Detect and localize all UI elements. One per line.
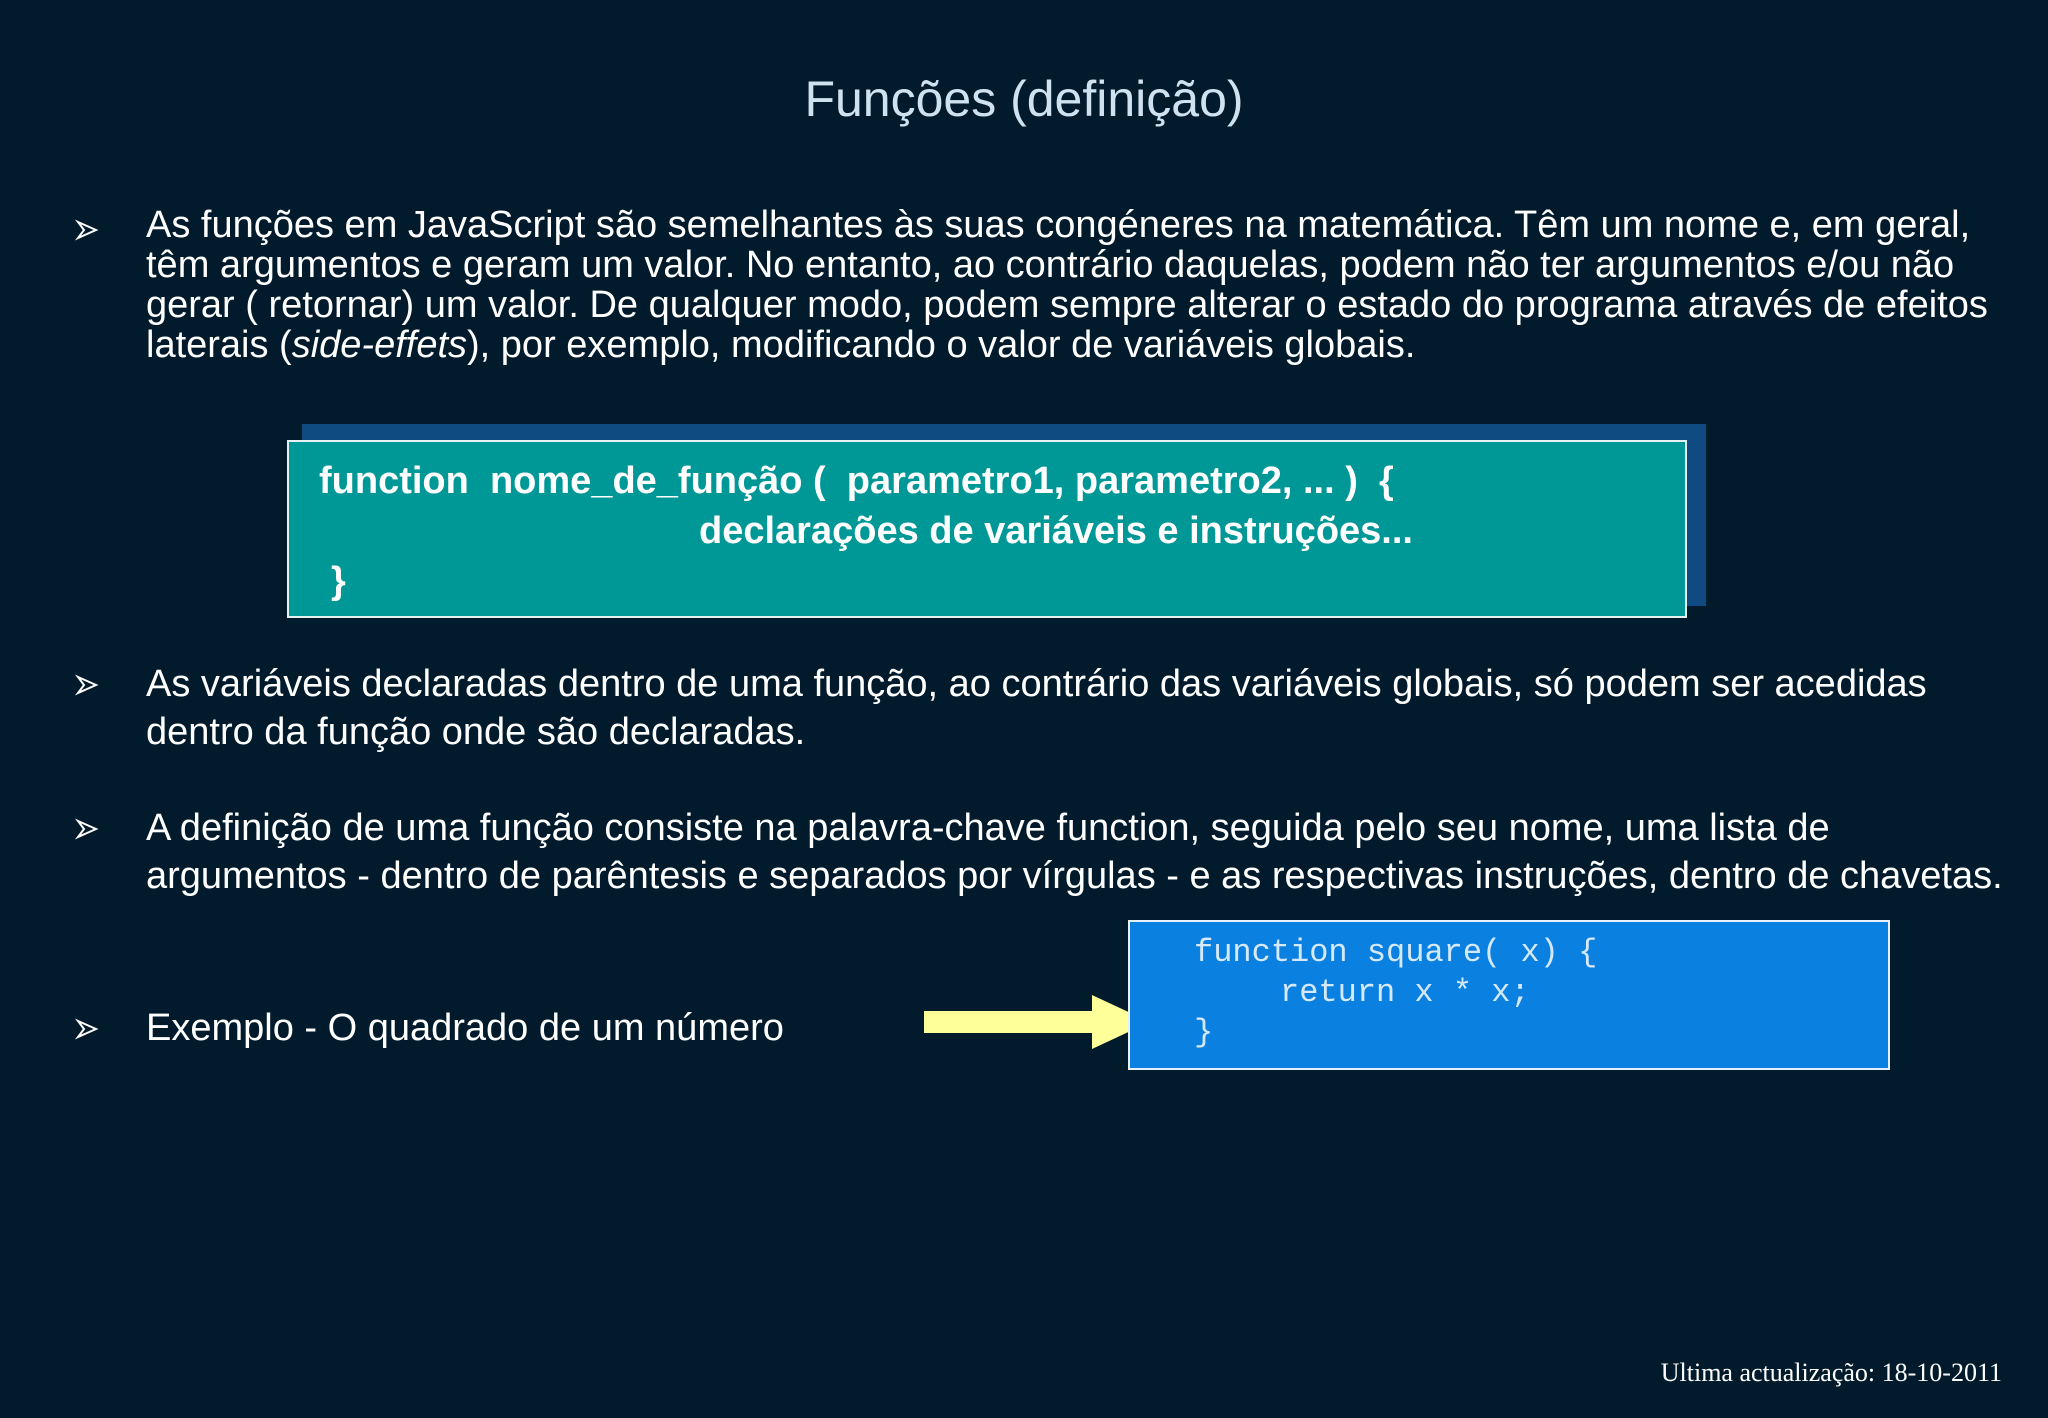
syntax-line: function nome_de_função ( parametro1, parametro2, ... ) { bbox=[319, 460, 1394, 502]
arrowhead-bullet-icon bbox=[72, 215, 102, 245]
example-code-line: } bbox=[1194, 1014, 1214, 1051]
syntax-line: } bbox=[331, 560, 346, 602]
example-code-line: return x * x; bbox=[1280, 974, 1530, 1011]
bullet-text-italic: side-effets bbox=[291, 324, 468, 366]
bullet-text-part: ), por exemplo, modificando o valor de variáveis globais. bbox=[467, 324, 1416, 366]
arrowhead-bullet-icon bbox=[72, 1014, 102, 1044]
bullet-text: A definição de uma função consiste na palavra-chave function, seguida pelo seu nome, uma lista de argumentos - dentro de parêntesis e separados por vírgulas - e as respectivas instruções, dentro de chavetas. bbox=[146, 807, 2003, 897]
syntax-box bbox=[287, 440, 1687, 618]
bullet-text bbox=[146, 205, 2036, 365]
arrowhead-bullet-icon bbox=[72, 670, 102, 700]
right-arrow-icon bbox=[924, 995, 1150, 1049]
example-code-box bbox=[1128, 920, 1890, 1070]
last-updated-footer: Ultima actualização: 18-10-2011 bbox=[1660, 1358, 2002, 1387]
slide-title: Funções (definição) bbox=[804, 71, 1244, 127]
syntax-line: declarações de variáveis e instruções... bbox=[699, 510, 1413, 552]
bullet-text: As variáveis declaradas dentro de uma função, ao contrário das variáveis globais, só podem ser acedidas dentro da função onde são declaradas. bbox=[146, 663, 1927, 753]
arrowhead-bullet-icon bbox=[72, 814, 102, 844]
example-code-line: function square( x) { bbox=[1194, 934, 1598, 971]
bullet-text: Exemplo - O quadrado de um número bbox=[146, 1007, 784, 1049]
bullet-text-part: As funções em JavaScript são semelhantes às suas congéneres na matemática. Têm um nome e, em geral, têm argumentos e geram um valor. No entanto, ao contrário daquelas, podem não ter argumentos e/ou não gerar ( retornar) um valor. De qualquer modo, podem sempre alterar o estado do programa através de efeitos laterais ( bbox=[146, 204, 1988, 366]
